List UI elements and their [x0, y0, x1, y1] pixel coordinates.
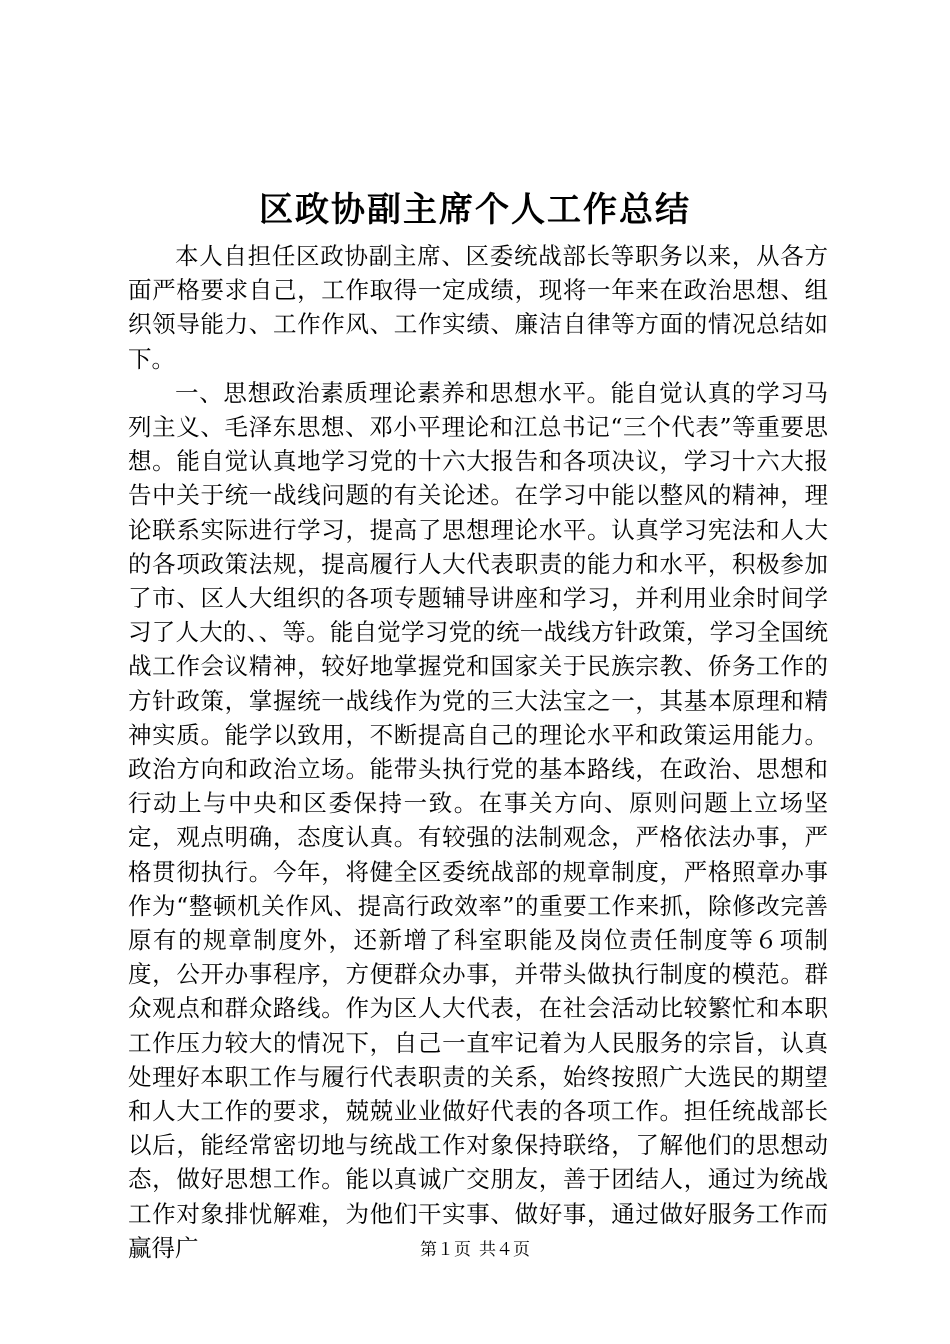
page-footer: [0, 1238, 950, 1262]
document-body: [128, 239, 828, 1265]
section-one-paragraph: 一、思想政治素质理论素养和思想水平。能自觉认真的学习马列主义、毛泽东思想、邓小平理论和江总书记“三个代表”等重要思想。能自觉认真地学习党的十六大报告和各项决议，学习十六大报告中关于统一战线问题的有关论述。在学习中能以整风的精神，理论联系实际进行学习，提高了思想理论水平。认真学习宪法和人大的各项政策法规，提高履行人大代表职责的能力和水平，积极参加了市、区人大组织的各项专题辅导讲座和学习，并利用业余时间学习了人大的、、等。能自觉学习党的统一战线方针政策，学习全国统战工作会议精神，较好地掌握党和国家关于民族宗教、侨务工作的方针政策，掌握统一战线作为党的三大法宝之一，其基本原理和精神实质。能学以致用，不断提高自己的理论水平和政策运用能力。政治方向和政治立场。能带头执行党的基本路线，在政治、思想和行动上与中央和区委保持一致。在事关方向、原则问题上立场坚定，观点明确，态度认真。有较强的法制观念，严格依法办事，严格贯彻执行。今年，将健全区委统战部的规章制度，严格照章办事作为“整顿机关作风、提高行政效率”的重要工作来抓，除修改完善原有的规章制度外，还新增了科室职能及岗位责任制度等６项制度，公开办事程序，方便群众办事，并带头做执行制度的模范。群众观点和群众路线。作为区人大代表，在社会活动比较繁忙和本职工作压力较大的情况下，自己一直牢记着为人民服务的宗旨，认真处理好本职工作与履行代表职责的关系，始终按照广大选民的期望和人大工作的要求，兢兢业业做好代表的各项工作。担任统战部长以后，能经常密切地与统战工作对象保持联络，了解他们的思想动态，做好思想工作。能以真诚广交朋友，善于团结人，通过为统战工作对象排忧解难，为他们干实事、做好事，通过做好服务工作而赢得广: [128, 378, 828, 1262]
document-title: 区政协副主席个人工作总结: [259, 190, 691, 230]
intro-paragraph: 本人自担任区政协副主席、区委统战部长等职务以来，从各方面严格要求自己，工作取得一定成绩，现将一年来在政治思想、组织领导能力、工作作风、工作实绩、廉洁自律等方面的情况总结如下。: [128, 242, 828, 373]
page-total: 共４页: [479, 1240, 530, 1260]
page-number: 第１页: [420, 1240, 471, 1260]
